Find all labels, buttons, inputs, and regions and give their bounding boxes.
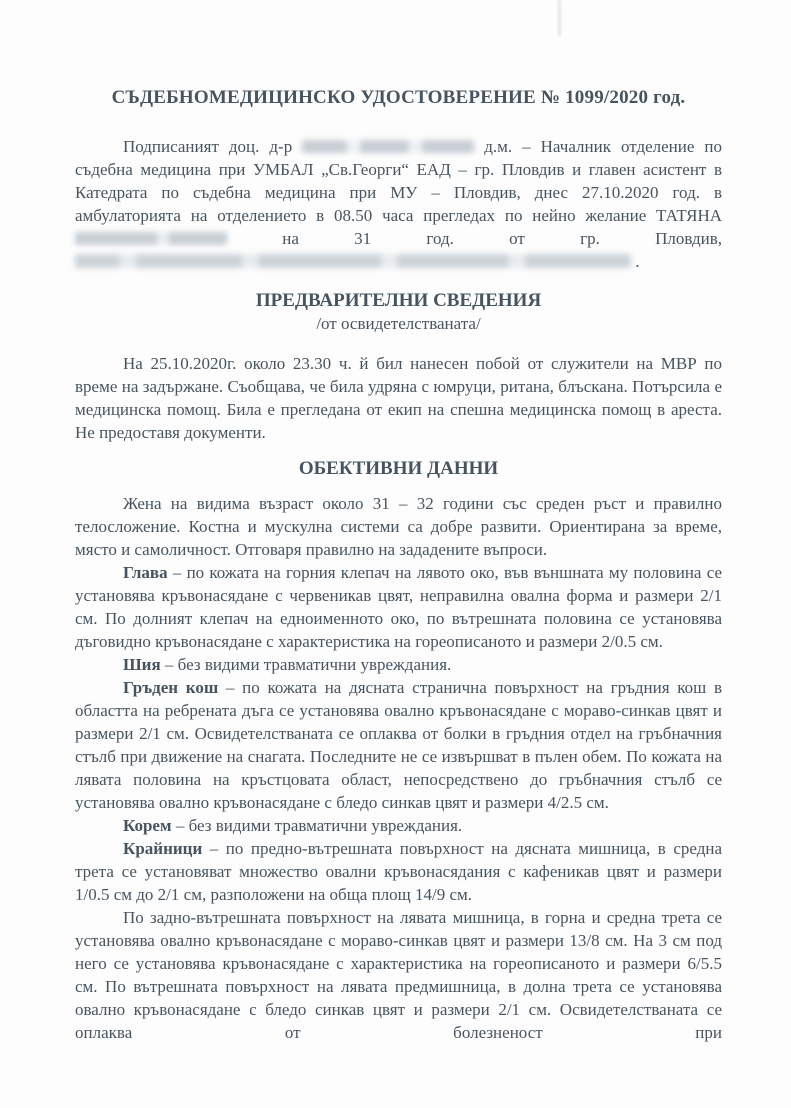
head-findings-paragraph	[75, 561, 722, 653]
intro-text-before-doctor-name: Подписаният доц. д-р	[123, 137, 293, 156]
section-heading-preliminary: ПРЕДВАРИТЕЛНИ СВЕДЕНИЯ	[255, 290, 542, 311]
limbs-findings-text: – по предно-вътрешната повърхност на дясната мишница, в средна трета се установяват множество овални кръвонасядания с кафеникав цвят и размери 1/0.5 см до 2/1 см, разположени на обща площ 14/9 см.	[75, 839, 722, 904]
limbs-label: Крайници	[123, 839, 203, 858]
preliminary-paragraph: На 25.10.2020г. около 23.30 ч. й бил нанесен побой от служители на МВР по време на задържане. Съобщава, че била удряна с юмруци, ритана, блъскана. Потърсила е медицинска помощ. Била е прегледана от екип на спешна медицинска помощ в ареста. Не предоставя документи.	[75, 354, 722, 442]
scan-artifact-line	[558, 0, 561, 36]
chest-findings-text: – по кожата на дясната странична повърхност на гръдния кош в областта на ребрената дъга се установява овално кръвонасядане с мораво-синкав цвят и размери 2/1 см. Освидетелстваната се оплаква от болки в гръдния отдел на гръбначния стълб при движение на снагата. Последните не се извършват в пълен обем. По кожата на лявата половина на кръстцовата област, непосредствено до гръбначния стълб се установява овално кръвонасядане с бледо синкав цвят и размери 4/2.5 см.	[75, 678, 722, 812]
intro-end-period: .	[635, 252, 640, 271]
intro-paragraph	[75, 135, 722, 273]
intro-text-after-patient-name: на 31 год. от гр. Пловдив,	[282, 229, 722, 248]
limbs-findings-paragraph	[75, 837, 722, 906]
chest-findings-paragraph	[75, 676, 722, 814]
intro-text-after-doctor-name: д.м. – Началник отделение по съдебна медицина при УМБАЛ „Св.Георги“ ЕАД – гр. Пловдив и главен асистент в Катедрата по съдебна медицина при МУ – Пловдив, днес 27.10.2020 год. в амбулаторията на отделението в 08.50 часа прегледах по нейно желание ТАТЯНА	[75, 137, 723, 225]
neck-label: Шия	[123, 655, 161, 674]
section-heading-objective: ОБЕКТИВНИ ДАННИ	[298, 458, 499, 479]
chest-label: Гръден кош	[123, 678, 219, 697]
neck-findings-paragraph	[75, 653, 722, 676]
abdomen-findings-paragraph	[75, 814, 722, 837]
neck-findings-text: – без видими травматични увреждания.	[160, 655, 452, 674]
abdomen-label: Корем	[123, 816, 172, 835]
section-subheading-source: /от освидетелстваната/	[316, 314, 481, 333]
abdomen-findings-text: – без видими травматични увреждания.	[171, 816, 463, 835]
head-findings-text: – по кожата на горния клепач на лявото око, във външната му половина се установява кръвонасядане с червеникав цвят, неправилна овална форма и размери 2/1 см. По долният клепач на едноименното око, по вътрешната половина се установява дъговидно кръвонасядане с характеристика на гореописаното и размери 2/0.5 см.	[75, 563, 722, 651]
redacted-patient-surname	[75, 232, 227, 245]
redacted-address-line	[75, 254, 631, 268]
document-title: СЪДЕБНОМЕДИЦИНСКО УДОСТОВЕРЕНИЕ № 1099/2020 год.	[111, 87, 686, 108]
redacted-doctor-name	[302, 140, 474, 153]
limbs-findings-paragraph-2: По задно-вътрешната повърхност на лявата мишница, в горна и средна трета се установява овално кръвонасядане с мораво-синкав цвят и размери 13/8 см. На 3 см под него се установява кръвонасядане с характеристика на гореописаното и размери 6/5.5 см. По вътрешната повърхност на лявата предмишница, в долна трета се установява овално кръвонасядане с бледо синкав цвят и размери 2/1 см. Освидетелстваната се оплаква от болезненост при	[75, 908, 722, 1042]
head-label: Глава	[123, 563, 168, 582]
general-appearance-paragraph: Жена на видима възраст около 31 – 32 години със среден ръст и правилно телосложение. Костна и мускулна системи са добре развити. Ориентирана за време, място и самоличност. Отговаря правилно на зададените въпроси.	[75, 494, 722, 559]
